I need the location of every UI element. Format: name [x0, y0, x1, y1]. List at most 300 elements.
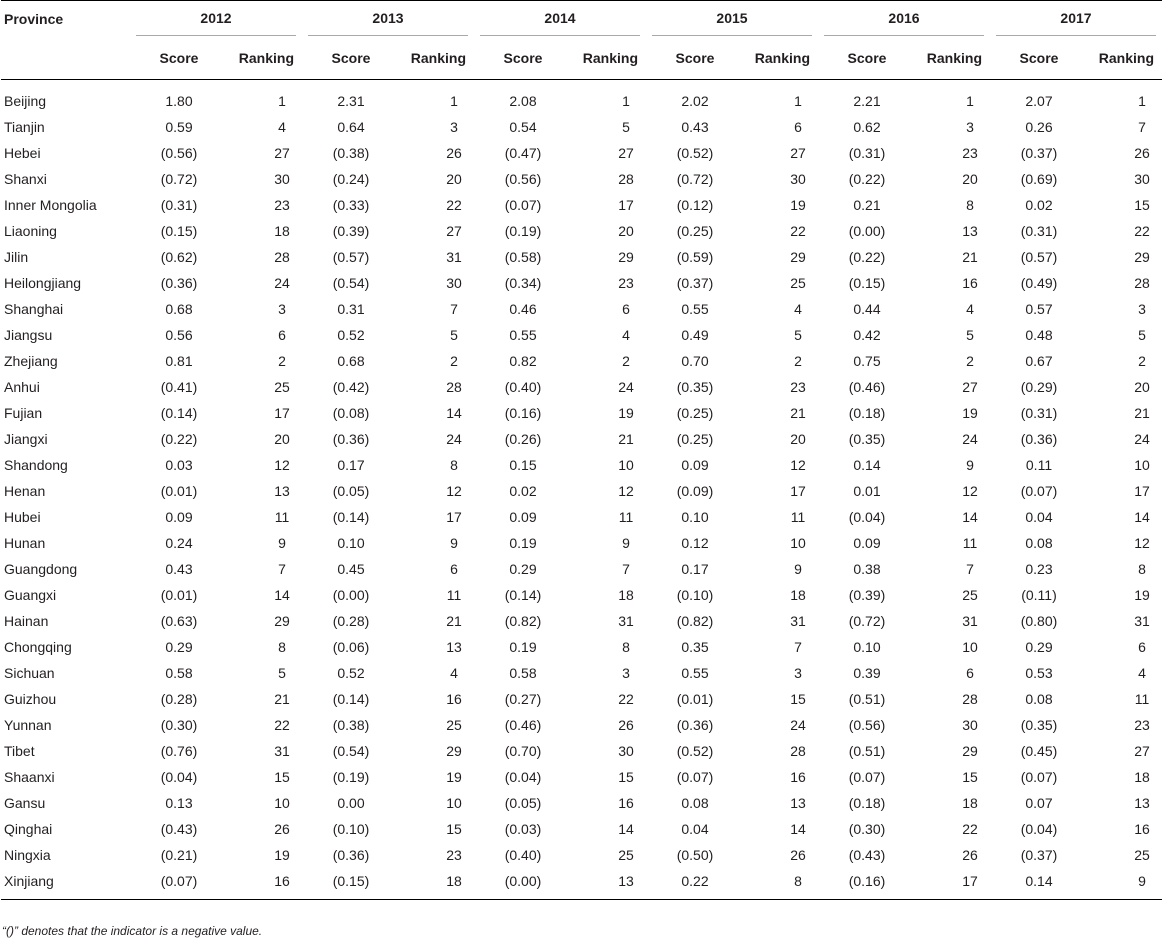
- score-cell: (0.33): [332, 197, 370, 213]
- ranking-cell: 27: [446, 223, 462, 239]
- ranking-cell: 3: [794, 665, 802, 681]
- ranking-cell: 11: [962, 535, 978, 551]
- score-cell: 0.07: [1025, 795, 1053, 811]
- score-cell: 0.04: [681, 821, 709, 837]
- ranking-cell: 17: [618, 197, 634, 213]
- ranking-column-header: Ranking: [1082, 36, 1162, 80]
- ranking-cell: 31: [790, 613, 806, 629]
- ranking-cell: 30: [1134, 171, 1150, 187]
- ranking-cell: 30: [446, 275, 462, 291]
- score-cell: (0.10): [332, 821, 370, 837]
- score-cell: 0.58: [165, 665, 193, 681]
- province-cell: Gansu: [4, 795, 46, 811]
- score-cell: (0.07): [130, 868, 222, 900]
- ranking-cell: 18: [394, 868, 474, 900]
- score-cell: 0.49: [681, 327, 709, 343]
- ranking-cell: 12: [274, 457, 290, 473]
- score-cell: (0.35): [1020, 717, 1058, 733]
- score-cell: 0.38: [853, 561, 881, 577]
- year-header-label: 2016: [824, 2, 984, 36]
- score-cell: (0.56): [504, 171, 542, 187]
- score-cell: (0.45): [1020, 743, 1058, 759]
- ranking-column-header: Ranking: [738, 36, 818, 80]
- score-cell: (0.06): [332, 639, 370, 655]
- score-cell: (0.22): [848, 249, 886, 265]
- table-row: [1, 686, 1162, 712]
- ranking-cell: 5: [622, 119, 630, 135]
- table-row: [1, 842, 1162, 868]
- ranking-cell: 6: [794, 119, 802, 135]
- ranking-cell: 11: [618, 509, 634, 525]
- ranking-cell: 6: [450, 561, 458, 577]
- ranking-cell: 6: [622, 301, 630, 317]
- ranking-cell: 9: [966, 457, 974, 473]
- province-cell: Jiangsu: [4, 327, 53, 343]
- ranking-cell: 13: [274, 483, 290, 499]
- score-cell: (0.22): [848, 171, 886, 187]
- table-footnote: “()” denotes that the indicator is a negative value.: [2, 924, 263, 938]
- ranking-cell: 1: [278, 93, 286, 109]
- ranking-cell: 23: [446, 847, 462, 863]
- province-cell: Ningxia: [4, 847, 51, 863]
- score-cell: (0.01): [160, 587, 198, 603]
- score-cell: 0.53: [1025, 665, 1053, 681]
- score-cell: 0.23: [1025, 561, 1053, 577]
- score-cell: (0.39): [848, 587, 886, 603]
- province-cell: Henan: [4, 483, 46, 499]
- ranking-cell: 28: [1134, 275, 1150, 291]
- score-cell: 0.02: [509, 483, 537, 499]
- ranking-cell: 14: [274, 587, 290, 603]
- score-cell: (0.47): [504, 145, 542, 161]
- score-cell: (0.54): [332, 743, 370, 759]
- ranking-cell: 12: [446, 483, 462, 499]
- score-cell: (0.57): [332, 249, 370, 265]
- ranking-cell: 5: [278, 665, 286, 681]
- ranking-cell: 9: [794, 561, 802, 577]
- table-row: [1, 166, 1162, 192]
- score-cell: (0.18): [848, 795, 886, 811]
- score-cell: 0.04: [1025, 509, 1053, 525]
- score-cell: (0.31): [848, 145, 886, 161]
- score-cell: 0.22: [646, 868, 738, 900]
- score-cell: (0.82): [504, 613, 542, 629]
- ranking-cell: 21: [274, 691, 290, 707]
- ranking-cell: 19: [962, 405, 978, 421]
- score-cell: (0.14): [332, 691, 370, 707]
- province-cell: Hebei: [4, 145, 41, 161]
- table-row: [1, 816, 1162, 842]
- score-cell: 0.01: [853, 483, 881, 499]
- score-cell: 0.12: [681, 535, 709, 551]
- ranking-cell: 5: [966, 327, 974, 343]
- score-cell: 0.54: [509, 119, 537, 135]
- ranking-cell: 15: [962, 769, 978, 785]
- ranking-cell: 31: [274, 743, 290, 759]
- ranking-cell: 8: [278, 639, 286, 655]
- score-cell: 0.52: [337, 665, 365, 681]
- score-cell: (0.07): [1020, 769, 1058, 785]
- score-cell: (0.34): [504, 275, 542, 291]
- ranking-cell: 29: [790, 249, 806, 265]
- province-cell: Hubei: [4, 509, 41, 525]
- score-cell: (0.36): [332, 847, 370, 863]
- ranking-cell: 26: [962, 847, 978, 863]
- ranking-cell: 7: [450, 301, 458, 317]
- ranking-cell: 8: [1138, 561, 1146, 577]
- province-cell: Shandong: [4, 457, 68, 473]
- ranking-cell: 21: [1134, 405, 1150, 421]
- score-cell: 2.07: [1025, 93, 1053, 109]
- ranking-cell: 5: [1138, 327, 1146, 343]
- score-cell: (0.36): [1020, 431, 1058, 447]
- score-cell: 0.43: [681, 119, 709, 135]
- score-cell: 0.08: [681, 795, 709, 811]
- year-header-label: 2012: [136, 2, 296, 36]
- ranking-cell: 2: [278, 353, 286, 369]
- score-cell: (0.30): [160, 717, 198, 733]
- score-cell: 0.43: [165, 561, 193, 577]
- score-cell: 0.39: [853, 665, 881, 681]
- score-cell: 0.13: [165, 795, 193, 811]
- ranking-cell: 25: [790, 275, 806, 291]
- ranking-cell: 31: [962, 613, 978, 629]
- ranking-cell: 11: [1134, 691, 1150, 707]
- ranking-cell: 30: [962, 717, 978, 733]
- province-cell: Sichuan: [4, 665, 55, 681]
- ranking-cell: 4: [622, 327, 630, 343]
- table-row: [1, 322, 1162, 348]
- score-cell: 0.58: [509, 665, 537, 681]
- ranking-cell: 8: [966, 197, 974, 213]
- table-row: [1, 608, 1162, 634]
- score-cell: (0.05): [332, 483, 370, 499]
- ranking-cell: 31: [618, 613, 634, 629]
- score-cell: (0.42): [332, 379, 370, 395]
- score-cell: (0.80): [1020, 613, 1058, 629]
- ranking-cell: 16: [618, 795, 634, 811]
- score-cell: (0.51): [848, 691, 886, 707]
- ranking-cell: 3: [450, 119, 458, 135]
- score-cell: 0.81: [165, 353, 193, 369]
- ranking-cell: 25: [446, 717, 462, 733]
- ranking-cell: 9: [622, 535, 630, 551]
- score-cell: 0.00: [337, 795, 365, 811]
- ranking-cell: 18: [274, 223, 290, 239]
- score-cell: 0.55: [681, 301, 709, 317]
- ranking-cell: 18: [962, 795, 978, 811]
- ranking-cell: 13: [962, 223, 978, 239]
- ranking-cell: 14: [1134, 509, 1150, 525]
- score-cell: (0.72): [160, 171, 198, 187]
- ranking-cell: 10: [618, 457, 634, 473]
- table-row: [1, 452, 1162, 478]
- ranking-cell: 5: [794, 327, 802, 343]
- table-row: [1, 504, 1162, 530]
- score-cell: (0.49): [1020, 275, 1058, 291]
- ranking-cell: 23: [790, 379, 806, 395]
- score-cell: (0.58): [504, 249, 542, 265]
- score-cell: (0.04): [1020, 821, 1058, 837]
- ranking-cell: 19: [790, 197, 806, 213]
- ranking-cell: 3: [1138, 301, 1146, 317]
- score-cell: (0.10): [676, 587, 714, 603]
- score-cell: 0.02: [1025, 197, 1053, 213]
- ranking-cell: 22: [446, 197, 462, 213]
- score-cell: 0.10: [681, 509, 709, 525]
- ranking-cell: 15: [790, 691, 806, 707]
- score-cell: 0.46: [509, 301, 537, 317]
- score-cell: (0.37): [1020, 145, 1058, 161]
- province-cell: Guizhou: [4, 691, 57, 707]
- ranking-cell: 3: [966, 119, 974, 135]
- ranking-cell: 16: [446, 691, 462, 707]
- ranking-cell: 16: [790, 769, 806, 785]
- table-row: [1, 660, 1162, 686]
- ranking-cell: 21: [962, 249, 978, 265]
- score-cell: (0.41): [160, 379, 198, 395]
- ranking-cell: 12: [790, 457, 806, 473]
- score-cell: (0.29): [1020, 379, 1058, 395]
- province-cell: Qinghai: [4, 821, 53, 837]
- score-cell: (0.25): [676, 405, 714, 421]
- ranking-cell: 14: [962, 509, 978, 525]
- score-cell: 0.55: [681, 665, 709, 681]
- score-cell: (0.82): [676, 613, 714, 629]
- score-cell: (0.31): [160, 197, 198, 213]
- score-column-header: Score: [646, 36, 738, 80]
- ranking-cell: 8: [622, 639, 630, 655]
- ranking-cell: 17: [790, 483, 806, 499]
- score-cell: (0.56): [160, 145, 198, 161]
- score-cell: 0.09: [165, 509, 193, 525]
- ranking-cell: 27: [790, 145, 806, 161]
- ranking-cell: 15: [446, 821, 462, 837]
- ranking-cell: 9: [278, 535, 286, 551]
- ranking-cell: 15: [1134, 197, 1150, 213]
- province-subheader-empty: [1, 36, 130, 80]
- ranking-cell: 4: [794, 301, 802, 317]
- score-cell: 0.24: [165, 535, 193, 551]
- ranking-cell: 4: [278, 119, 286, 135]
- score-cell: 0.29: [509, 561, 537, 577]
- ranking-cell: 12: [618, 483, 634, 499]
- score-cell: 0.44: [853, 301, 881, 317]
- ranking-cell: 26: [1134, 145, 1150, 161]
- province-cell: Shanxi: [4, 171, 47, 187]
- score-cell: (0.26): [504, 431, 542, 447]
- province-cell: Yunnan: [4, 717, 52, 733]
- ranking-cell: 24: [274, 275, 290, 291]
- score-cell: 0.68: [337, 353, 365, 369]
- score-cell: (0.51): [848, 743, 886, 759]
- score-cell: (0.72): [676, 171, 714, 187]
- score-cell: (0.56): [848, 717, 886, 733]
- score-cell: (0.18): [848, 405, 886, 421]
- ranking-cell: 11: [274, 509, 290, 525]
- province-cell: Shanghai: [4, 301, 64, 317]
- province-cell: Guangxi: [4, 587, 57, 603]
- province-cell: Guangdong: [4, 561, 78, 577]
- ranking-cell: 22: [618, 691, 634, 707]
- ranking-cell: 1: [450, 93, 458, 109]
- ranking-cell: 17: [910, 868, 990, 900]
- score-cell: 0.57: [1025, 301, 1053, 317]
- year-header-label: 2015: [652, 2, 812, 36]
- province-cell: Xinjiang: [1, 868, 130, 900]
- score-cell: 0.31: [337, 301, 365, 317]
- score-cell: (0.52): [676, 145, 714, 161]
- ranking-cell: 29: [274, 613, 290, 629]
- ranking-cell: 23: [1134, 717, 1150, 733]
- ranking-cell: 26: [618, 717, 634, 733]
- score-cell: 0.68: [165, 301, 193, 317]
- ranking-cell: 24: [790, 717, 806, 733]
- ranking-cell: 18: [618, 587, 634, 603]
- ranking-cell: 2: [966, 353, 974, 369]
- score-cell: (0.07): [1020, 483, 1058, 499]
- ranking-cell: 25: [962, 587, 978, 603]
- score-cell: 0.42: [853, 327, 881, 343]
- ranking-cell: 31: [446, 249, 462, 265]
- score-cell: 2.08: [509, 93, 537, 109]
- score-cell: (0.14): [332, 509, 370, 525]
- table-row: [1, 530, 1162, 556]
- score-cell: (0.21): [160, 847, 198, 863]
- ranking-cell: 23: [274, 197, 290, 213]
- ranking-cell: 24: [1134, 431, 1150, 447]
- ranking-cell: 25: [1134, 847, 1150, 863]
- score-cell: (0.76): [160, 743, 198, 759]
- score-cell: 0.08: [1025, 691, 1053, 707]
- ranking-cell: 27: [962, 379, 978, 395]
- score-cell: (0.35): [848, 431, 886, 447]
- province-cell: Jiangxi: [4, 431, 48, 447]
- ranking-cell: 26: [446, 145, 462, 161]
- ranking-cell: 21: [446, 613, 462, 629]
- score-cell: 1.80: [165, 93, 193, 109]
- score-cell: 0.56: [165, 327, 193, 343]
- table-row: [1, 218, 1162, 244]
- ranking-cell: 19: [446, 769, 462, 785]
- ranking-cell: 6: [1138, 639, 1146, 655]
- ranking-cell: 1: [1138, 93, 1146, 109]
- ranking-column-header: Ranking: [222, 36, 302, 80]
- year-header: [302, 1, 474, 37]
- score-cell: (0.38): [332, 145, 370, 161]
- score-cell: (0.39): [332, 223, 370, 239]
- score-cell: (0.30): [848, 821, 886, 837]
- ranking-cell: 7: [278, 561, 286, 577]
- year-header-label: 2017: [996, 2, 1156, 36]
- score-cell: 0.19: [509, 535, 537, 551]
- score-cell: 0.29: [165, 639, 193, 655]
- table-row: [1, 374, 1162, 400]
- score-cell: (0.69): [1020, 171, 1058, 187]
- ranking-cell: 4: [450, 665, 458, 681]
- score-cell: (0.00): [848, 223, 886, 239]
- score-cell: (0.62): [160, 249, 198, 265]
- province-cell: Chongqing: [4, 639, 72, 655]
- province-cell: Tibet: [4, 743, 35, 759]
- score-cell: (0.37): [676, 275, 714, 291]
- score-cell: (0.01): [160, 483, 198, 499]
- score-cell: (0.40): [504, 379, 542, 395]
- ranking-cell: 23: [962, 145, 978, 161]
- year-header: [818, 1, 990, 37]
- ranking-cell: 29: [1134, 249, 1150, 265]
- score-cell: 0.67: [1025, 353, 1053, 369]
- ranking-cell: 10: [1134, 457, 1150, 473]
- score-cell: 2.31: [337, 93, 365, 109]
- score-cell: (0.31): [1020, 223, 1058, 239]
- ranking-cell: 3: [622, 665, 630, 681]
- province-cell: Tianjin: [4, 119, 45, 135]
- ranking-cell: 24: [618, 379, 634, 395]
- score-cell: (0.04): [160, 769, 198, 785]
- score-cell: 0.82: [509, 353, 537, 369]
- ranking-cell: 29: [962, 743, 978, 759]
- ranking-cell: 27: [618, 145, 634, 161]
- table-row: [1, 296, 1162, 322]
- ranking-cell: 15: [618, 769, 634, 785]
- score-cell: 0.19: [509, 639, 537, 655]
- score-cell: (0.43): [848, 847, 886, 863]
- ranking-cell: 25: [618, 847, 634, 863]
- ranking-cell: 28: [962, 691, 978, 707]
- ranking-cell: 13: [1134, 795, 1150, 811]
- score-cell: (0.24): [332, 171, 370, 187]
- subheader-row: [1, 36, 1162, 80]
- score-cell: 0.26: [1025, 119, 1053, 135]
- score-cell: 0.29: [1025, 639, 1053, 655]
- score-cell: (0.43): [160, 821, 198, 837]
- ranking-cell: 24: [962, 431, 978, 447]
- score-cell: (0.16): [818, 868, 910, 900]
- year-header: [474, 1, 646, 37]
- province-cell: Liaoning: [4, 223, 57, 239]
- ranking-cell: 2: [622, 353, 630, 369]
- ranking-cell: 31: [1134, 613, 1150, 629]
- table-row: [1, 582, 1162, 608]
- score-cell: (0.36): [160, 275, 198, 291]
- score-cell: (0.25): [676, 223, 714, 239]
- ranking-column-header: Ranking: [910, 36, 990, 80]
- score-cell: 0.08: [1025, 535, 1053, 551]
- score-cell: 0.64: [337, 119, 365, 135]
- table-row: [1, 634, 1162, 660]
- score-cell: 0.75: [853, 353, 881, 369]
- ranking-cell: 24: [446, 431, 462, 447]
- ranking-cell: 28: [790, 743, 806, 759]
- year-header: [990, 1, 1162, 37]
- table-header: [1, 1, 1162, 80]
- ranking-cell: 23: [618, 275, 634, 291]
- score-cell: (0.54): [332, 275, 370, 291]
- province-cell: Hainan: [4, 613, 49, 629]
- score-cell: 0.21: [853, 197, 881, 213]
- score-cell: (0.59): [676, 249, 714, 265]
- score-cell: 0.09: [681, 457, 709, 473]
- score-cell: 2.02: [681, 93, 709, 109]
- ranking-cell: 26: [274, 821, 290, 837]
- table-row: [1, 400, 1162, 426]
- province-cell: Heilongjiang: [4, 275, 82, 291]
- score-cell: 0.11: [1025, 457, 1053, 473]
- ranking-cell: 20: [618, 223, 634, 239]
- ranking-cell: 5: [450, 327, 458, 343]
- year-header-row: [1, 1, 1162, 37]
